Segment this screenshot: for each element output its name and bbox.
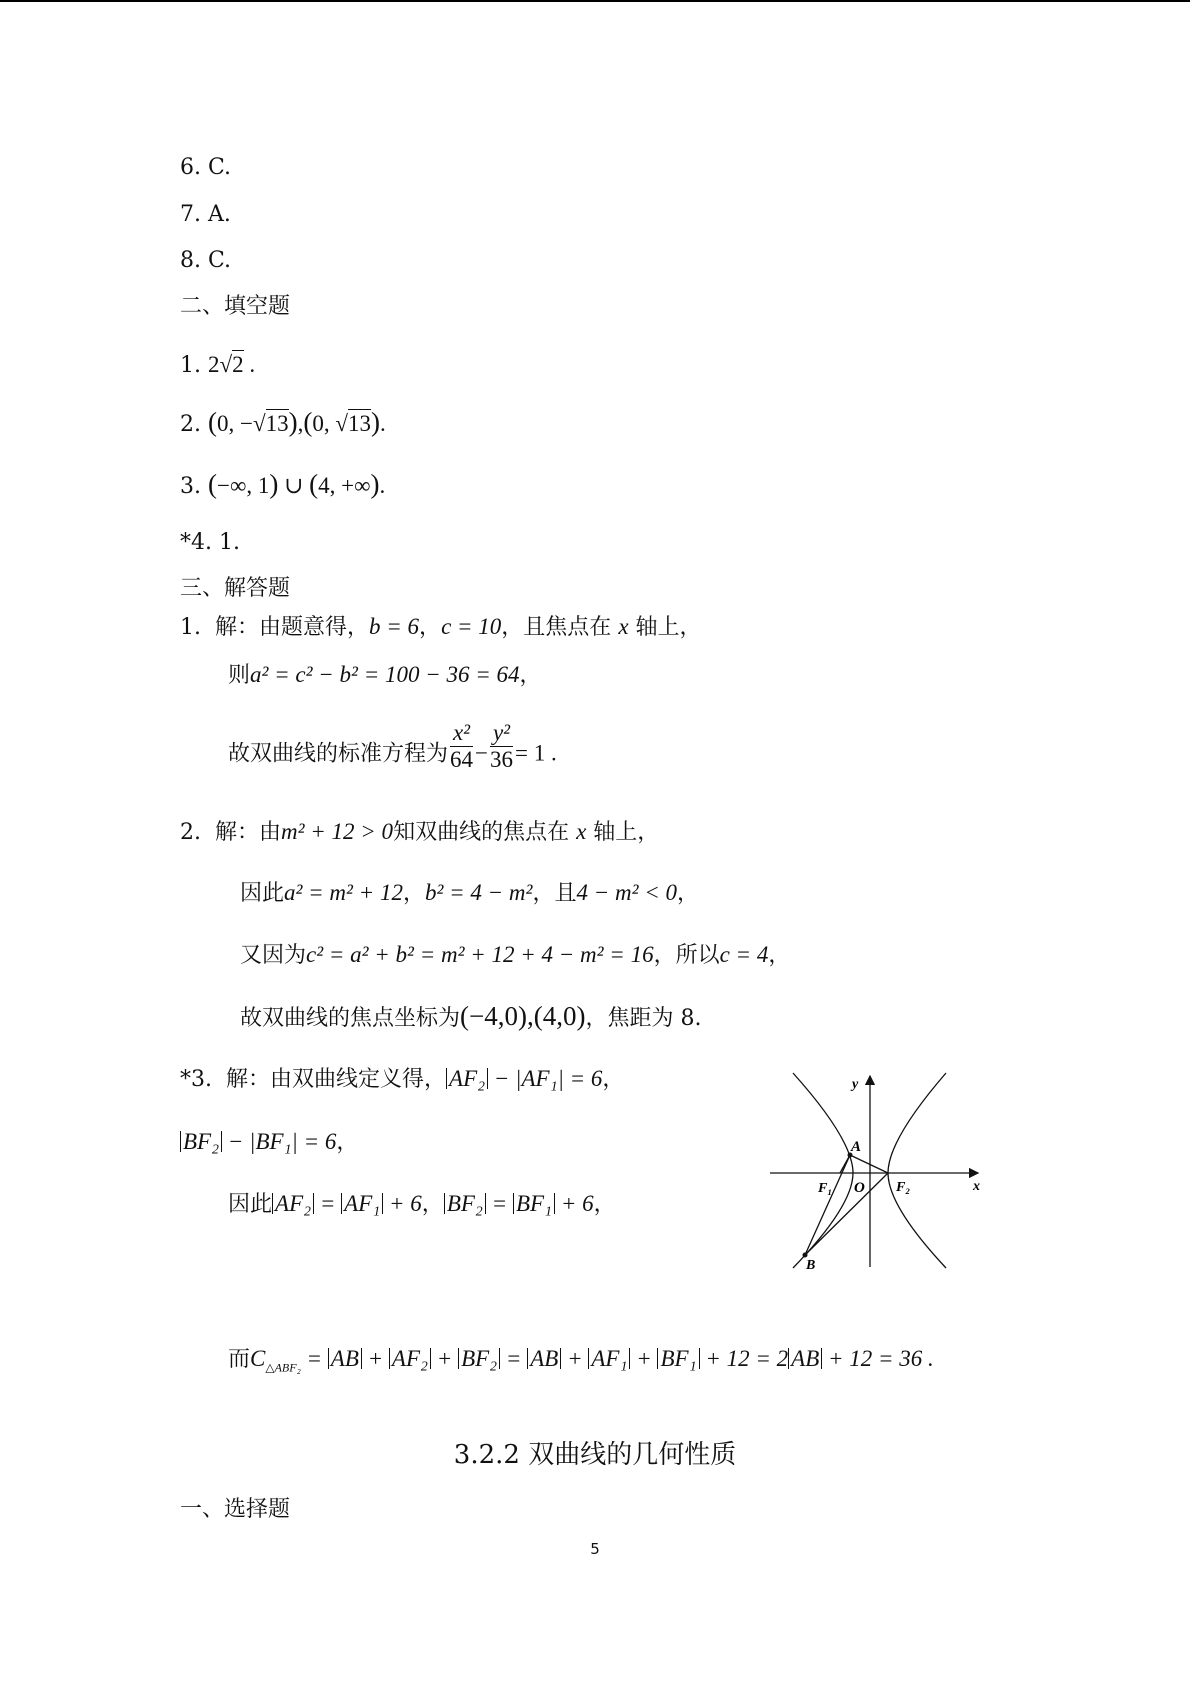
sol1-equals-one: = 1 . [515, 740, 557, 766]
sol1-sep: ， [419, 615, 442, 640]
sol3-line3: 因此 AF₂ = AF₁ + 6， BF₂ = BF₁ + 6， [228, 1191, 616, 1217]
hyperbola-figure [768, 1070, 988, 1270]
label-A: A [851, 1139, 862, 1155]
sol3-line2: BF₂ − |BF₁| = 6， [180, 1127, 358, 1158]
sol2-so: ，所以 [653, 943, 720, 968]
sol1-line1 [180, 612, 702, 643]
fill-answer-3: 3. (−∞, 1) ∪ (4, +∞). [180, 469, 386, 499]
sol2-and: ，且 [532, 881, 577, 906]
sol2-condition: 4 − m² < 0 [576, 880, 677, 905]
sol2-line3 [240, 940, 790, 971]
label-F1: F₁ [818, 1181, 833, 1196]
point-B [803, 1253, 808, 1258]
sol1-text: 解：由题意得， [215, 615, 370, 640]
label-O: O [854, 1180, 865, 1196]
sol3-line4: 而$C_{\triangle ABF_2}$ = AB + AF₂ + BF₂ = AB + AF₁ + BF₁ + 12 = 2 AB + 12 = 36 . [228, 1346, 934, 1375]
sol1-comma: ， [519, 663, 542, 688]
sol3-and: 而 [228, 1347, 251, 1372]
fill-num-2: 2. [180, 412, 201, 437]
sol2-inequality: m² + 12 > 0 [281, 819, 394, 844]
hyperbola-left-branch [793, 1073, 853, 1268]
fill-num-1: 1. [180, 353, 201, 378]
sol2-because: 又因为 [240, 943, 307, 968]
section-heading-fill: 二、填空题 [180, 294, 291, 319]
label-x: x [973, 1179, 980, 1194]
sol3-text: 解：由双曲线定义得， [226, 1067, 447, 1092]
sol2-therefore: 因此 [240, 881, 285, 906]
sol2-focus-coords: (−4,0),(4,0) [460, 1001, 586, 1031]
sol2-c-value: c = 4 [719, 942, 769, 967]
top-border [0, 0, 1190, 2]
label-y: y [852, 1077, 859, 1092]
sol3-eq2: − |BF₁| = 6 [227, 1129, 337, 1154]
fraction-x: $\frac{\text{x²}}{64}$ [450, 720, 474, 772]
sol3-comma1: ， [602, 1067, 625, 1092]
segment-A-F2 [850, 1155, 888, 1173]
sol3-eq1: − |AF₁| = 6 [493, 1066, 603, 1091]
sol3-comma2: ， [336, 1130, 359, 1155]
sol1-line3: 故双曲线的标准方程为 $\frac{\text{x²}}{64}$ − $\frac{\text{y²}}{36}$ = 1 . [228, 720, 557, 772]
sol2-comma: ， [677, 881, 700, 906]
sol3-line1: *3. 解：由双曲线定义得， AF₂ − |AF₁| = 6， [180, 1066, 625, 1092]
fill-answer-1: 1. 2√2 . [180, 352, 256, 378]
sol2-c2-equation: c² = a² + b² = m² + 12 + 4 − m² = 16 [306, 942, 654, 967]
sol2-conclusion: 故双曲线的焦点坐标为 [240, 1006, 461, 1031]
sol1-number: 1. [180, 615, 201, 640]
sol3-comma3: ， [593, 1192, 616, 1217]
section-heading-choice: 一、选择题 [180, 1497, 291, 1522]
sol2-line4 [240, 1001, 701, 1034]
fill-num-3: 3. [180, 474, 201, 499]
answer-7: 7. A. [180, 202, 231, 227]
sol2-text: 解：由 [215, 820, 282, 845]
sol1-then: 则 [228, 663, 251, 688]
sol2-a2: a² = m² + 12 [284, 880, 403, 905]
sol2-b2: b² = 4 − m² [424, 880, 533, 905]
sol1-line2 [228, 660, 542, 691]
sol2-line1 [180, 817, 659, 848]
sol3-number: *3. [180, 1067, 212, 1092]
section-heading-solve: 三、解答题 [180, 576, 291, 601]
sol1-a2-equation: a² = c² − b² = 100 − 36 = 64 [250, 662, 520, 687]
sol2-comma2: ， [768, 943, 791, 968]
sol2-number: 2. [180, 820, 201, 845]
sol1-tail: 轴上， [635, 615, 702, 640]
hyperbola-right-branch [888, 1073, 946, 1268]
label-F2: F₂ [896, 1180, 911, 1195]
subsection-title: 3.2.2 双曲线的几何性质 [453, 1440, 737, 1470]
sol2-focus-text: 知双曲线的焦点在 [393, 820, 570, 845]
sol2-axis: x [576, 819, 587, 844]
page-number: 5 [590, 1540, 600, 1558]
sol2-focal-distance: ，焦距为 8. [585, 1006, 702, 1031]
fill-answer-4: *4. 1. [180, 530, 240, 555]
label-B: B [806, 1258, 816, 1270]
sol1-axis: x [618, 614, 629, 639]
sol2-tail: 轴上， [593, 820, 660, 845]
fraction-y: $\frac{\text{y²}}{36}$ [490, 720, 513, 772]
sol1-focus-text: ，且焦点在 [501, 615, 612, 640]
sol3-therefore: 因此 [228, 1192, 273, 1217]
sol1-b: b = 6 [369, 614, 420, 639]
sol1-conclusion: 故双曲线的标准方程为 [228, 741, 449, 767]
answer-6: 6. C. [180, 155, 232, 180]
fill-answer-2: 2. (0, −√13),(0, √13). [180, 407, 386, 437]
answer-8: 8. C. [180, 248, 232, 273]
sol2-line2: 因此a² = m² + 12，b² = 4 − m²，且4 − m² < 0， [240, 880, 700, 906]
sol1-c: c = 10 [441, 614, 502, 639]
